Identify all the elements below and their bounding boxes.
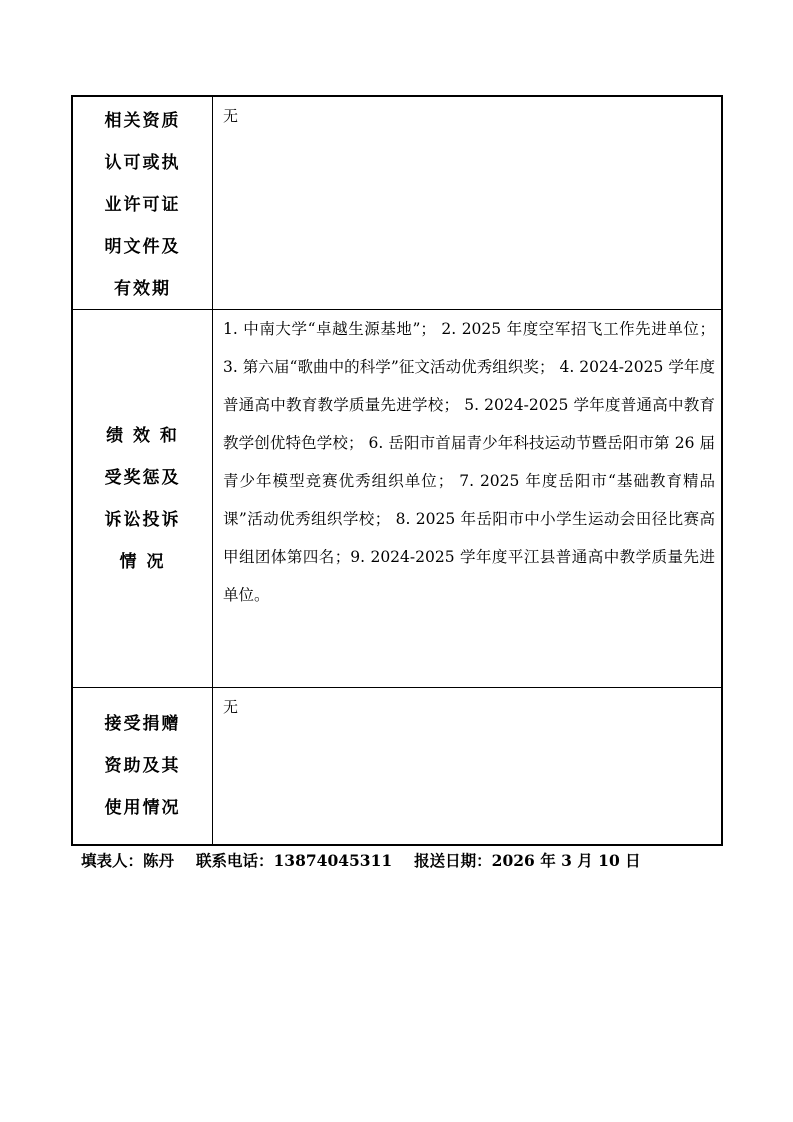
row-label-line: 绩 效 和 bbox=[106, 425, 179, 446]
donations-value: 无 bbox=[223, 698, 239, 716]
table-row-qualification bbox=[72, 96, 722, 310]
row-label-line: 诉讼投诉 bbox=[104, 509, 181, 530]
table-row-performance bbox=[72, 310, 722, 688]
filler-name: 填表人：陈丹 bbox=[81, 851, 175, 870]
label-cell bbox=[72, 688, 213, 846]
row-label-line: 接受捐赠 bbox=[104, 714, 181, 734]
row-label-line: 使用情况 bbox=[104, 798, 181, 818]
row-label-line: 情 况 bbox=[119, 551, 166, 572]
row-label-line: 资助及其 bbox=[104, 756, 181, 776]
row-label-line: 相关资质 bbox=[104, 111, 181, 131]
row-label-line: 受奖惩及 bbox=[104, 467, 181, 488]
report-date: 报送日期：2026 年 3 月 10 日 bbox=[414, 851, 641, 870]
value-cell bbox=[213, 96, 723, 310]
label-cell bbox=[72, 310, 213, 688]
qualification-value: 无 bbox=[223, 107, 239, 125]
row-label-line: 有效期 bbox=[114, 279, 171, 299]
value-cell bbox=[213, 310, 723, 688]
table-row-donations bbox=[72, 688, 722, 846]
value-cell bbox=[213, 688, 723, 846]
label-cell bbox=[72, 96, 213, 310]
contact-phone: 联系电话：13874045311 bbox=[196, 851, 393, 870]
info-table bbox=[71, 95, 723, 846]
row-label-line: 认可或执 bbox=[104, 153, 181, 173]
row-label-line: 明文件及 bbox=[104, 237, 181, 257]
row-label-line: 业许可证 bbox=[104, 195, 181, 215]
form-footer bbox=[81, 849, 641, 871]
performance-value: 1. 中南大学“卓越生源基地”； 2. 2025 年度空军招飞工作先进单位； 3. 第六届“歌曲中的科学”征文活动优秀组织奖； 4. 2024-2025 学年度普通高中教育教学质量先进学校； 5. 2024-2025 学年度普通高中教育教学创优特色学校； 6. 岳阳市首届青少年科技运动节暨岳阳市第 26 届青少年模型竞赛优秀组织单位； 7. 2025 年度岳阳市“基础教育精品课”活动优秀组织学校； 8. 2025 年岳阳市中小学生运动会田径比赛高甲组团体第四名；9. 2024-2025 学年度平江县普通高中教学质量先进单位。 bbox=[223, 320, 715, 604]
